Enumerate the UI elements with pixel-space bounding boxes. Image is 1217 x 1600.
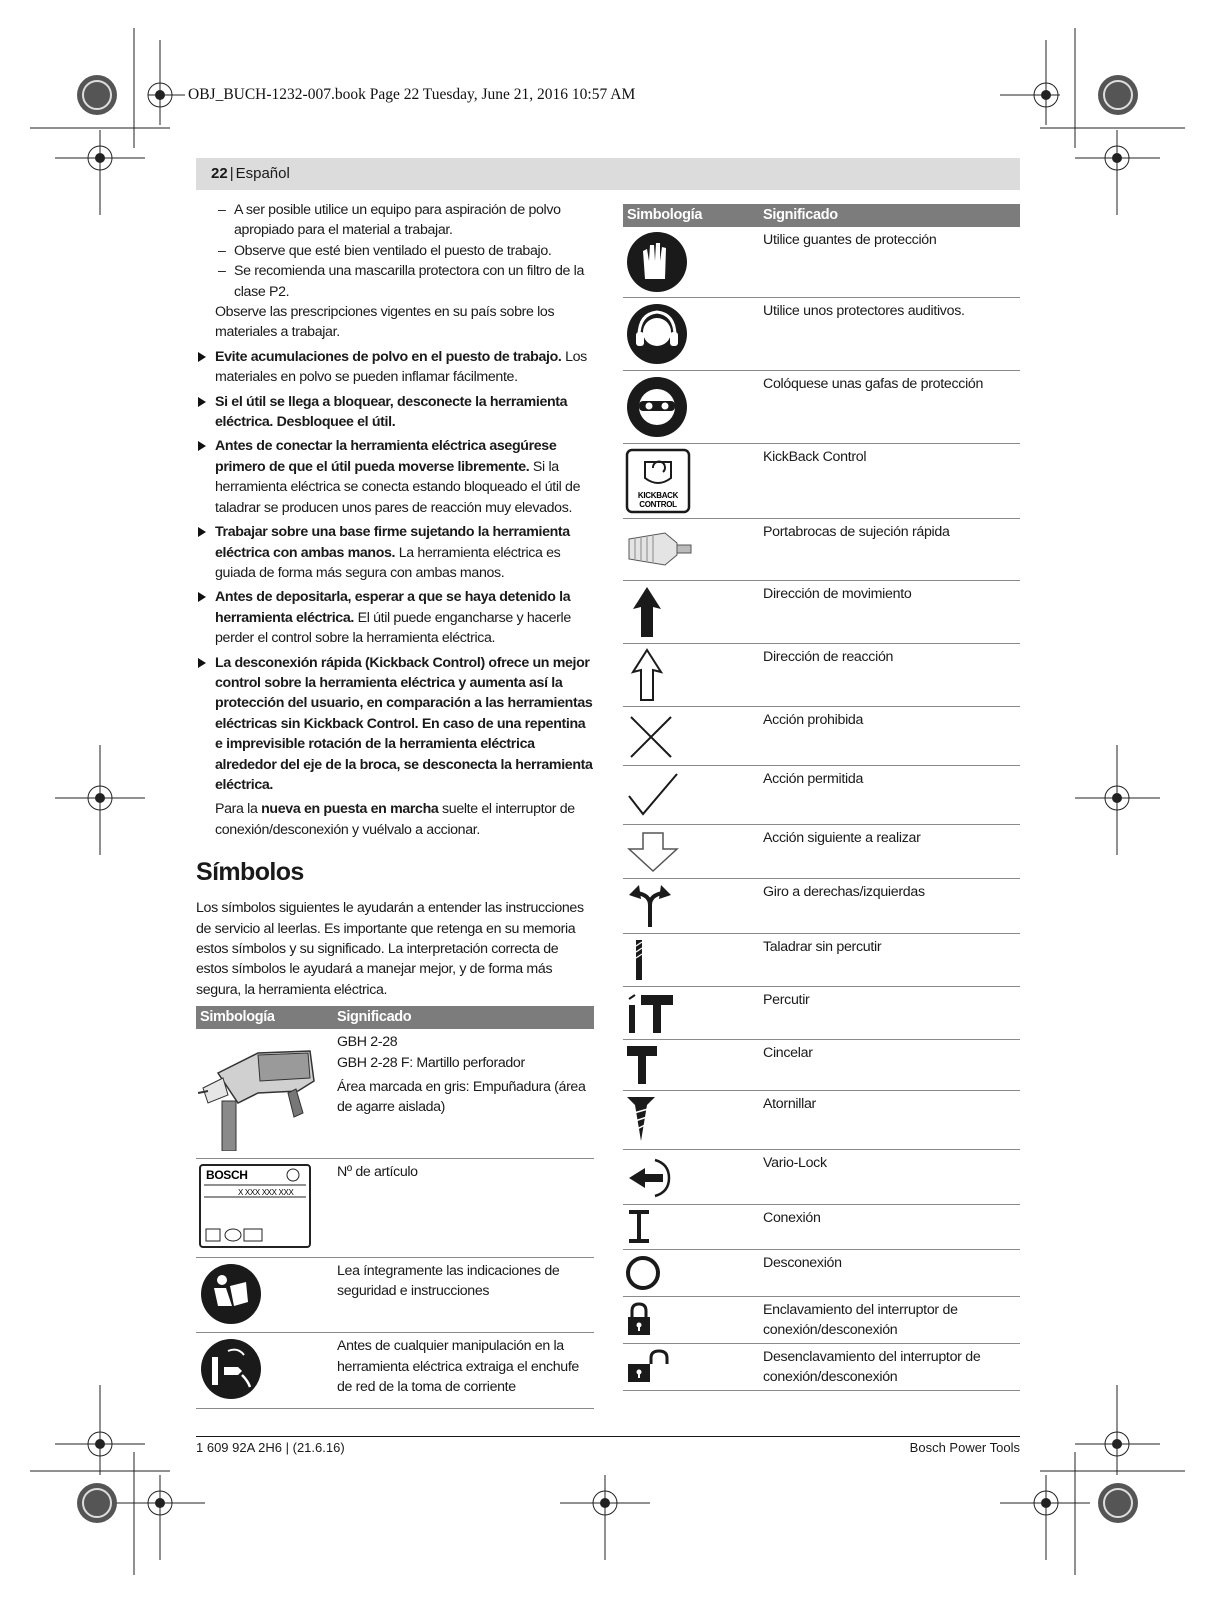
symbol-meaning: Taladrar sin percutir [759,934,1020,987]
restart-paragraph: Para la nueva en puesta en marcha suelte el interruptor de conexión/desconexión y vuélvalo a accionar. [215,801,575,838]
table-row [196,1258,594,1333]
symbol-meaning: Desconexión [759,1250,1020,1297]
gloves-icon [625,231,689,293]
safety-bullet: La desconexión rápida (Kickback Control) ofrece un mejor control sobre la herramienta eléctrica y aumenta así la protección del usuario, en comparación a las herramientas eléctricas sin Kickback Control. En caso de una repentina e imprevisible rotación de la herramienta eléctrica alrededor del eje de la broca, se desconecta la herramienta eléctrica. [196,653,594,796]
table-row [623,1297,1020,1344]
symbols-table-right [623,204,1020,1391]
safety-bullet: Trabajar sobre una base firme sujetando la herramienta eléctrica con ambas manos. La herramienta eléctrica es guiada de forma más segura con ambas manos. [196,522,594,583]
symbol-meaning: Antes de cualquier manipulación en la herramienta eléctrica extraiga el enchufe de red de la toma de corriente [337,1338,579,1396]
table-row [623,227,1020,298]
svg-text:KICKBACK: KICKBACK [637,491,679,500]
symbol-meaning: GBH 2-28 F: Martillo perforador [337,1054,525,1071]
list-item: – Observe que esté bien ventilado el puesto de trabajo. [218,242,552,259]
unplug-icon [198,1337,264,1401]
symbol-meaning: Acción siguiente a realizar [759,825,1020,879]
vario-lock-icon [625,1154,675,1200]
kickback-control-icon [625,448,691,514]
symbol-meaning: Dirección de movimiento [759,581,1020,644]
symbol-meaning: Nº de artículo [337,1163,418,1180]
table-row [623,987,1020,1040]
table-header-meaning: Significado [759,204,1020,227]
table-row [196,1333,594,1408]
symbols-table-left [196,1006,594,1409]
table-row [623,371,1020,444]
svg-text:X XXX XXX XXX: X XXX XXX XXX [238,1187,294,1197]
list-item: – A ser posible utilice un equipo para aspiración de polvo apropiado para el material a trabajar. [218,202,561,239]
section-title: Símbolos [196,858,304,887]
rating-plate-icon [198,1163,313,1251]
table-row [623,879,1020,934]
symbol-meaning: Lea íntegramente las indicaciones de seguridad e instrucciones [337,1263,560,1300]
table-row [623,1040,1020,1091]
list-item: – Se recomienda una mascarilla protectora con un filtro de la clase P2. [218,263,584,300]
table-row [623,581,1020,644]
left-column [196,200,594,1409]
safety-bullet: Antes de depositarla, esperar a que se haya detenido la herramienta eléctrica. El útil puede engancharse y hacerle perder el control sobre la herramienta eléctrica. [196,587,594,648]
page-number: 22 [211,165,228,182]
table-header-symbol: Simbología [623,204,759,227]
language-label: Español [235,165,290,182]
symbol-meaning: Utilice guantes de protección [759,227,1020,298]
symbol-meaning: Enclavamiento del interruptor de conexión/desconexión [759,1297,1020,1344]
table-row [623,444,1020,519]
table-row [623,934,1020,987]
lock-open-icon [625,1348,675,1386]
next-action-arrow-icon [625,829,681,873]
switch-off-icon [625,1254,665,1292]
screw-icon [625,1095,659,1145]
drill-bit-icon [625,938,655,982]
reaction-arrow-icon [625,648,665,702]
prohibited-x-icon [625,711,677,761]
switch-on-icon [625,1209,655,1245]
lock-closed-icon [625,1301,655,1339]
movement-arrow-icon [625,585,665,639]
footer-brand: Bosch Power Tools [909,1440,1020,1455]
right-column [623,204,1020,1391]
table-header-symbol: Simbología [196,1006,333,1029]
hammer-drill-icon [198,1033,318,1151]
table-row [623,1150,1020,1205]
symbol-meaning: Portabrocas de sujeción rápida [759,519,1020,581]
table-row [196,1158,594,1257]
table-row [623,1250,1020,1297]
safety-bullet: Antes de conectar la herramienta eléctrica asegúrese primero de que el útil pueda moverse libremente. Si la herramienta eléctrica se conecta estando bloqueado el útil de taladrar se producen unos pares de reacción muy elevados. [196,436,594,518]
symbol-meaning: Acción prohibida [759,707,1020,766]
symbol-meaning: Atornillar [759,1091,1020,1150]
symbol-meaning: Área marcada en gris: Empuñadura (área de agarre aislada) [337,1079,586,1116]
safety-bullet: Si el útil se llega a bloquear, desconecte la herramienta eléctrica. Desbloquee el útil. [196,392,594,433]
table-row [623,825,1020,879]
observe-paragraph: Observe las prescripciones vigentes en su país sobre los materiales a trabajar. [215,304,555,341]
table-row [623,519,1020,581]
read-manual-icon [198,1262,264,1326]
quick-chuck-icon [625,523,695,575]
symbol-meaning: Cincelar [759,1040,1020,1091]
symbol-meaning: GBH 2-28 [337,1034,398,1051]
symbol-meaning: Colóquese unas gafas de protección [759,371,1020,444]
section-intro: Los símbolos siguientes le ayudarán a entender las instrucciones de servicio al leerlas. Es importante que retenga en su memoria estos símbolos y su significado. La interpretación correcta de estos símbolos le ayudará a manejar mejor, y de forma más segura, la herramienta eléctrica. [196,900,584,998]
print-header: OBJ_BUCH-1232-007.book Page 22 Tuesday, June 21, 2016 10:57 AM [188,86,636,103]
symbol-meaning: Giro a derechas/izquierdas [759,879,1020,934]
ear-protection-icon [625,302,689,366]
symbol-meaning: Conexión [759,1205,1020,1250]
symbol-meaning: Vario-Lock [759,1150,1020,1205]
hammer-drill-mode-icon [625,991,675,1035]
table-row [623,1344,1020,1391]
table-row [623,644,1020,707]
symbol-meaning: Acción permitida [759,766,1020,825]
safety-goggles-icon [625,375,689,439]
symbol-meaning: Percutir [759,987,1020,1040]
table-row [623,1205,1020,1250]
header-separator: | [229,165,234,182]
rotation-direction-icon [625,883,675,929]
chisel-icon [625,1044,661,1086]
symbol-meaning: Utilice unos protectores auditivos. [759,298,1020,371]
table-row [623,707,1020,766]
table-row [623,766,1020,825]
safety-bullet: Evite acumulaciones de polvo en el puesto de trabajo. Los materiales en polvo se pueden inflamar fácilmente. [196,347,594,388]
table-header-meaning: Significado [333,1006,594,1029]
svg-text:CONTROL: CONTROL [639,500,677,509]
page-header [196,158,1020,190]
symbol-meaning: KickBack Control [759,444,1020,519]
footer-rule [196,1436,1020,1437]
symbol-meaning: Desenclavamiento del interruptor de conexión/desconexión [759,1344,1020,1391]
table-row [196,1029,594,1158]
table-row [623,298,1020,371]
svg-text:BOSCH: BOSCH [206,1167,248,1182]
table-row [623,1091,1020,1150]
symbol-meaning: Dirección de reacción [759,644,1020,707]
footer-article-number: 1 609 92A 2H6 | (21.6.16) [196,1440,345,1455]
permitted-check-icon [625,770,681,820]
